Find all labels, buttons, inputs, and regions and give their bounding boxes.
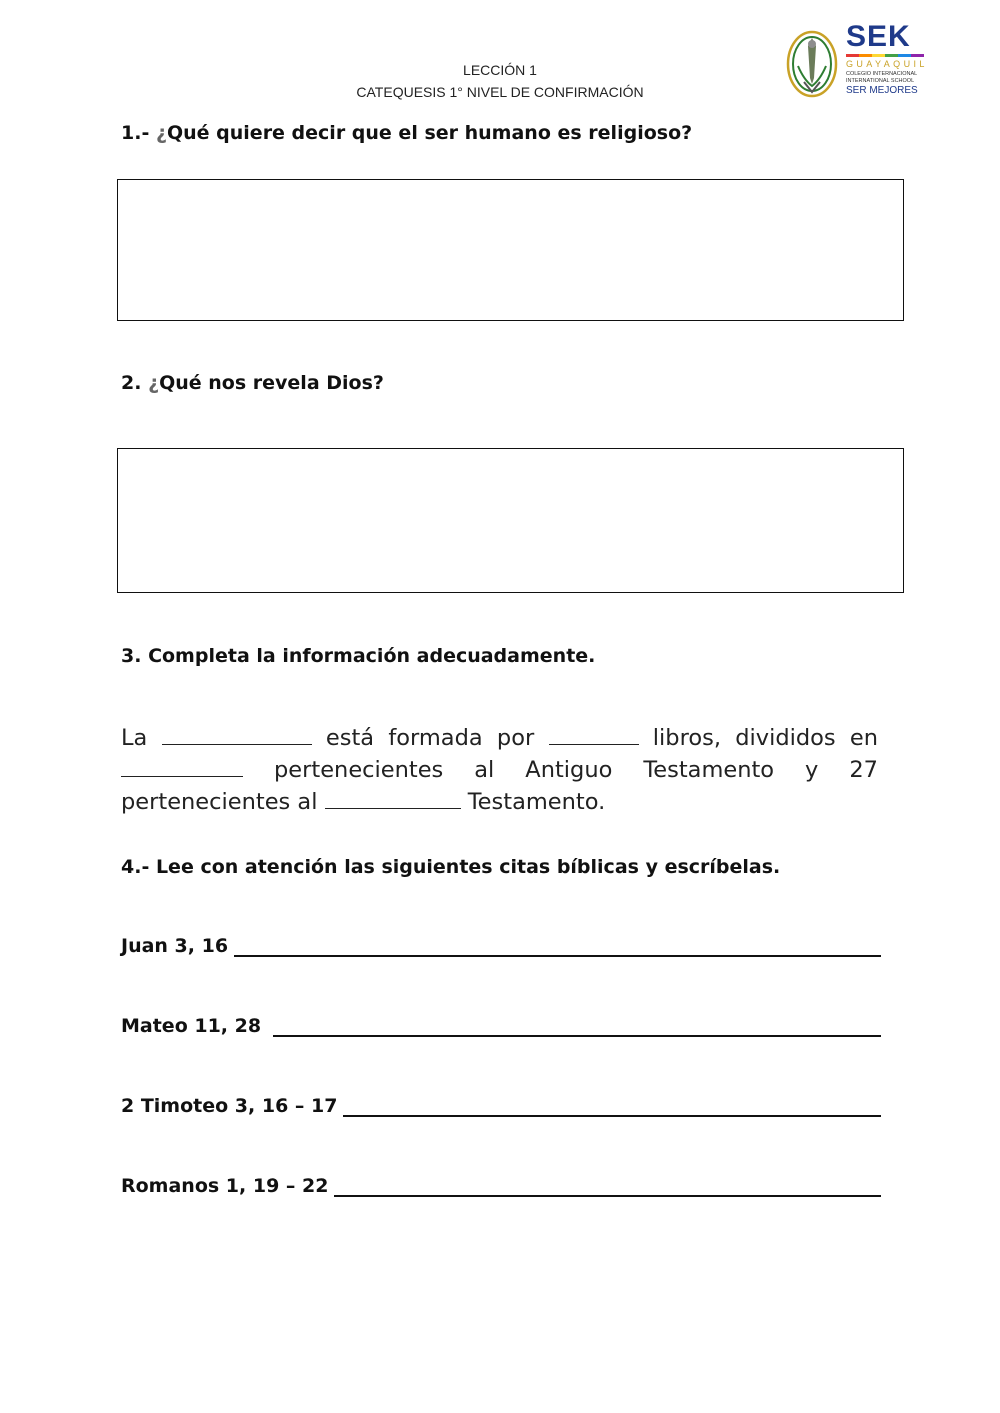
citation-answer-line[interactable] [343, 1095, 881, 1117]
question-3 [121, 645, 595, 667]
fill-text-1: La [121, 725, 148, 751]
citation-label: Romanos 1, 19 – 22 [121, 1175, 329, 1197]
question-2-text: Qué nos revela Dios? [159, 372, 384, 394]
citation-answer-line[interactable] [273, 1015, 881, 1037]
blank-2[interactable] [549, 722, 639, 745]
citation-row [121, 1015, 881, 1037]
citation-label: Juan 3, 16 [121, 935, 229, 957]
logo-motto: SER MEJORES [846, 85, 918, 96]
fill-text-2: está formada por [325, 725, 535, 751]
blank-3[interactable] [121, 754, 243, 777]
citation-label: 2 Timoteo 3, 16 – 17 [121, 1095, 338, 1117]
blank-4[interactable] [325, 786, 461, 809]
citation-answer-line[interactable] [334, 1175, 881, 1197]
fill-text-5: Testamento. [467, 789, 606, 815]
logo-line2: INTERNATIONAL SCHOOL [846, 78, 915, 84]
logo-city: GUAYAQUIL [846, 59, 928, 69]
answer-box-2[interactable] [117, 448, 904, 593]
citation-row [121, 935, 881, 957]
logo-line1: COLEGIO INTERNACIONAL [846, 71, 918, 77]
question-2 [121, 372, 384, 394]
lesson-title: LECCIÓN 1 [463, 62, 537, 78]
fill-text-4: pertenecientes al Antiguo Testamento y 27 pertenecientes al [121, 757, 878, 815]
question-4-text: Lee con atención las siguientes citas bíblicas y escríbelas. [155, 856, 781, 878]
question-1-number: 1.- [121, 122, 156, 144]
fill-in-paragraph [121, 722, 878, 818]
citation-label: Mateo 11, 28 [121, 1015, 262, 1037]
course-title: CATEQUESIS 1° NIVEL DE CONFIRMACIÓN [356, 84, 644, 100]
question-3-number: 3. [121, 645, 149, 667]
question-2-number: 2. [121, 372, 149, 394]
question-3-text: Completa la información adecuadamente. [148, 645, 596, 667]
logo-brand: SEK [846, 20, 911, 53]
question-4-number: 4.- [121, 856, 156, 878]
question-4 [121, 856, 780, 878]
question-1 [121, 122, 692, 144]
question-1-mark: ¿ [155, 122, 167, 144]
question-1-text: Qué quiere decir que el ser humano es religioso? [166, 122, 693, 144]
question-2-mark: ¿ [148, 372, 160, 394]
logo-rainbow-bar [846, 54, 924, 57]
citation-row [121, 1095, 881, 1117]
school-logo [784, 22, 934, 104]
citation-answer-line[interactable] [234, 935, 881, 957]
fill-text-3: libros, divididos en [652, 725, 879, 751]
answer-box-1[interactable] [117, 179, 904, 321]
citation-row [121, 1175, 881, 1197]
blank-1[interactable] [162, 722, 312, 745]
